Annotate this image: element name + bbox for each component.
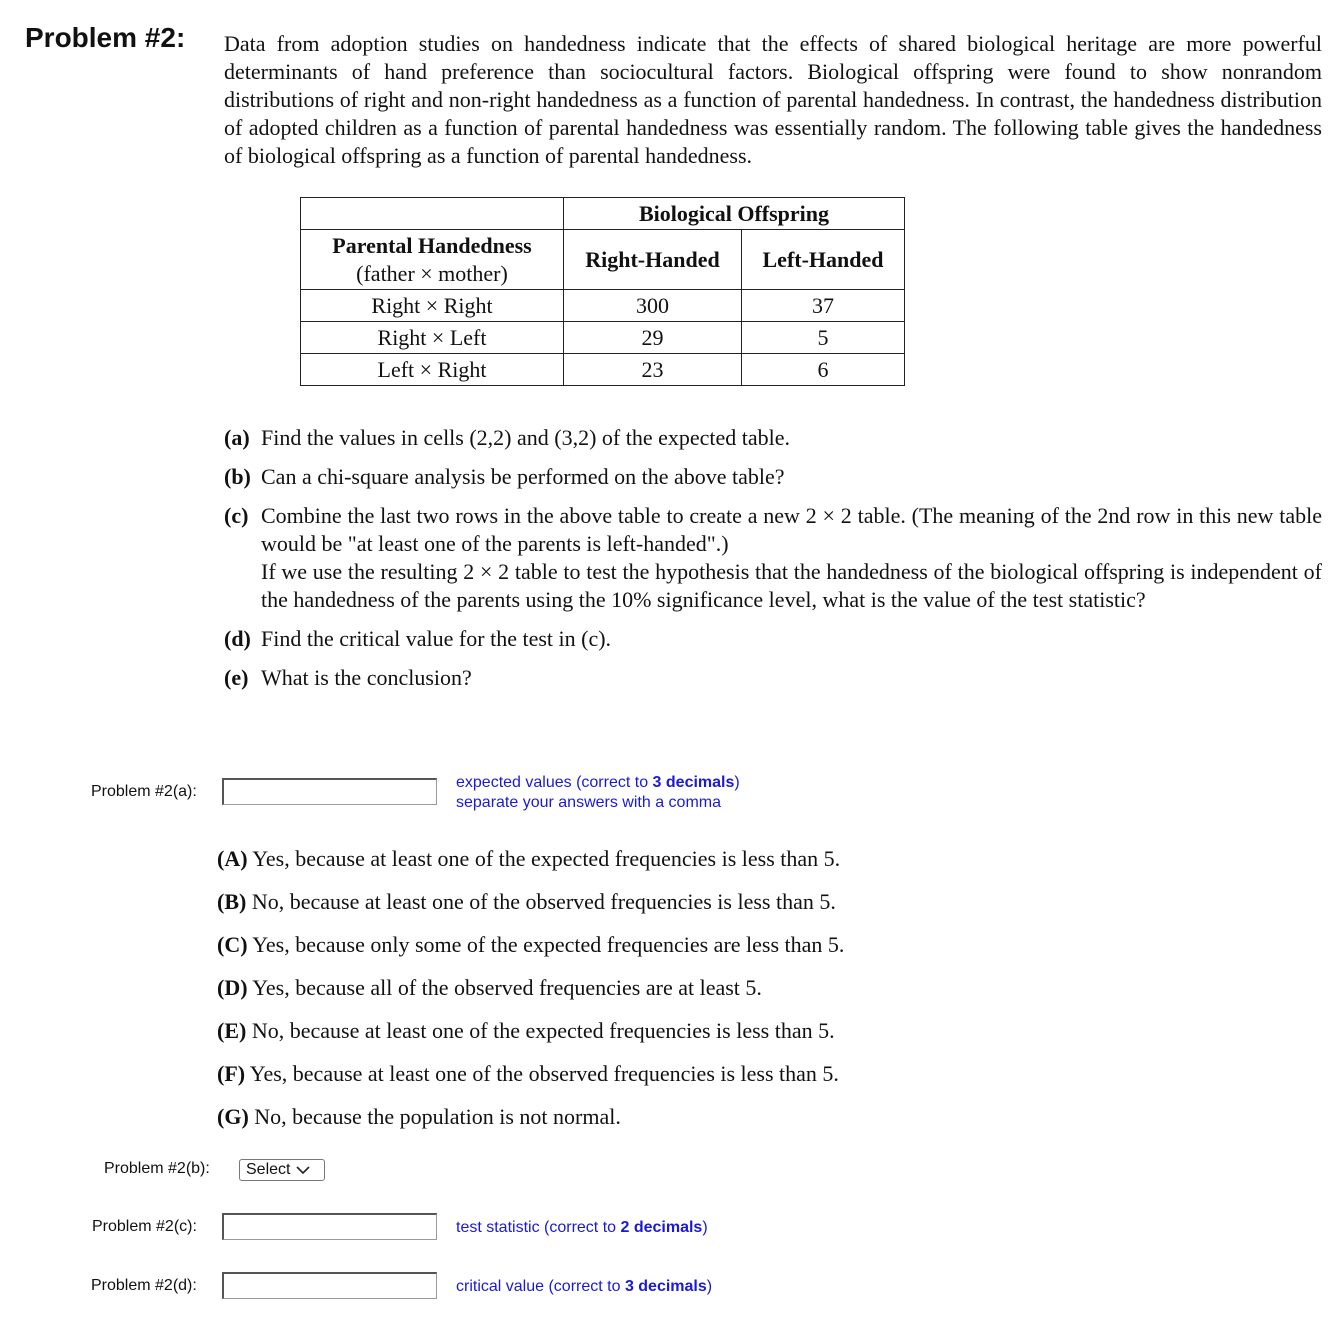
question-text: Can a chi-square analysis be performed on the above table? bbox=[261, 464, 785, 489]
cell-left: 6 bbox=[742, 354, 905, 386]
option-text: No, because the population is not normal. bbox=[254, 1104, 621, 1129]
question-a bbox=[224, 424, 1322, 452]
hint-text: critical value (correct to bbox=[456, 1278, 625, 1295]
hint-bold: 3 decimals bbox=[652, 774, 735, 791]
question-label: (d) bbox=[224, 626, 251, 651]
answer-options bbox=[217, 846, 844, 1147]
option-letter: (G) bbox=[217, 1104, 249, 1129]
group-header: Biological Offspring bbox=[564, 198, 905, 230]
table-row bbox=[301, 322, 905, 354]
question-d bbox=[224, 625, 1322, 653]
problem-intro: Data from adoption studies on handedness indicate that the effects of shared biological heritage are more powerful determinants of hand preference than sociocultural factors. Biological offspring were found to show nonrandom distributions of right and non-right handedness as a function of parental handedness. In contrast, the handedness distribution of adopted children as a function of parental handedness was essentially random. The following table gives the handedness of biological offspring as a function of parental handedness. bbox=[224, 31, 1322, 168]
row-header bbox=[301, 230, 564, 290]
option-letter: (A) bbox=[217, 846, 248, 871]
hint-bold: 3 decimals bbox=[624, 1278, 707, 1295]
option-letter: (E) bbox=[217, 1018, 247, 1043]
answer-c-label: Problem #2(c): bbox=[92, 1218, 197, 1235]
option-item bbox=[217, 1104, 844, 1147]
hint-line2: separate your answers with a comma bbox=[456, 794, 721, 811]
hint-text-end: ) bbox=[702, 1219, 708, 1236]
question-label: (a) bbox=[224, 425, 250, 450]
question-text: Find the critical value for the test in (c). bbox=[261, 626, 612, 651]
question-b bbox=[224, 463, 1322, 491]
option-letter: (F) bbox=[217, 1061, 246, 1086]
table-row bbox=[301, 354, 905, 386]
option-text: No, because at least one of the expected frequencies is less than 5. bbox=[251, 1018, 835, 1043]
answer-b-label: Problem #2(b): bbox=[104, 1160, 210, 1177]
option-item bbox=[217, 1018, 844, 1061]
col-header-left: Left-Handed bbox=[742, 230, 905, 290]
option-item bbox=[217, 1061, 844, 1104]
row-header-title: Parental Handedness bbox=[332, 232, 532, 258]
answer-a-label: Problem #2(a): bbox=[91, 783, 197, 800]
answer-d-input[interactable] bbox=[222, 1272, 437, 1299]
option-letter: (C) bbox=[217, 932, 248, 957]
table-corner-cell bbox=[301, 198, 564, 230]
cell-right: 300 bbox=[564, 290, 742, 322]
cell-right: 23 bbox=[564, 354, 742, 386]
option-text: Yes, because at least one of the expected frequencies is less than 5. bbox=[252, 846, 841, 871]
question-text-part2: If we use the resulting 2 × 2 table to test the hypothesis that the handedness of the biological offspring is independent of the handedness of the parents using the 10% significance level, what is the value of the test statistic? bbox=[261, 559, 1322, 612]
cell-right: 29 bbox=[564, 322, 742, 354]
hint-text-end: ) bbox=[706, 1278, 713, 1295]
handedness-table bbox=[300, 197, 905, 386]
question-text: Find the values in cells (2,2) and (3,2) of the expected table. bbox=[261, 425, 791, 450]
option-text: Yes, because all of the observed frequencies are at least 5. bbox=[252, 975, 762, 1000]
option-text: No, because at least one of the observed frequencies is less than 5. bbox=[251, 889, 836, 914]
row-label: Right × Right bbox=[301, 290, 564, 322]
cell-left: 5 bbox=[742, 322, 905, 354]
problem-heading: Problem #2: bbox=[25, 22, 186, 53]
answer-d-label: Problem #2(d): bbox=[91, 1277, 197, 1294]
option-item bbox=[217, 975, 844, 1018]
row-header-sub: (father × mother) bbox=[356, 260, 508, 286]
row-label: Right × Left bbox=[301, 322, 564, 354]
option-letter: (B) bbox=[217, 889, 247, 914]
question-text bbox=[261, 502, 1322, 614]
question-label: (e) bbox=[224, 665, 249, 690]
question-e bbox=[224, 664, 1322, 692]
question-text-part1: Combine the last two rows in the above table to create a new 2 × 2 table. (The meaning of the 2nd row in this new table would be "at least one of the parents is left-handed".) bbox=[261, 503, 1322, 556]
hint-text: test statistic (correct to bbox=[456, 1219, 621, 1236]
question-c bbox=[224, 502, 1322, 614]
table-row bbox=[301, 290, 905, 322]
option-text: Yes, because only some of the expected frequencies are less than 5. bbox=[252, 932, 845, 957]
option-item bbox=[217, 889, 844, 932]
question-list bbox=[224, 424, 1322, 703]
chevron-down-icon bbox=[296, 1166, 310, 1175]
option-item bbox=[217, 932, 844, 975]
answer-c-input[interactable] bbox=[222, 1213, 437, 1240]
option-text: Yes, because at least one of the observed frequencies is less than 5. bbox=[249, 1061, 839, 1086]
question-text: What is the conclusion? bbox=[261, 665, 472, 690]
answer-a-input[interactable] bbox=[222, 778, 437, 805]
option-letter: (D) bbox=[217, 975, 248, 1000]
hint-text: expected values (correct to bbox=[456, 774, 653, 791]
option-item bbox=[217, 846, 844, 889]
hint-bold: 2 decimals bbox=[620, 1219, 703, 1236]
answer-b-select[interactable] bbox=[239, 1159, 325, 1181]
answer-d-hint bbox=[456, 1277, 712, 1297]
cell-left: 37 bbox=[742, 290, 905, 322]
hint-text-end: ) bbox=[734, 774, 740, 791]
select-value: Select bbox=[246, 1161, 291, 1178]
question-label: (c) bbox=[224, 503, 249, 528]
question-label: (b) bbox=[224, 464, 251, 489]
answer-c-hint bbox=[456, 1218, 708, 1238]
row-label: Left × Right bbox=[301, 354, 564, 386]
col-header-right: Right-Handed bbox=[564, 230, 742, 290]
answer-a-hint bbox=[456, 773, 740, 813]
